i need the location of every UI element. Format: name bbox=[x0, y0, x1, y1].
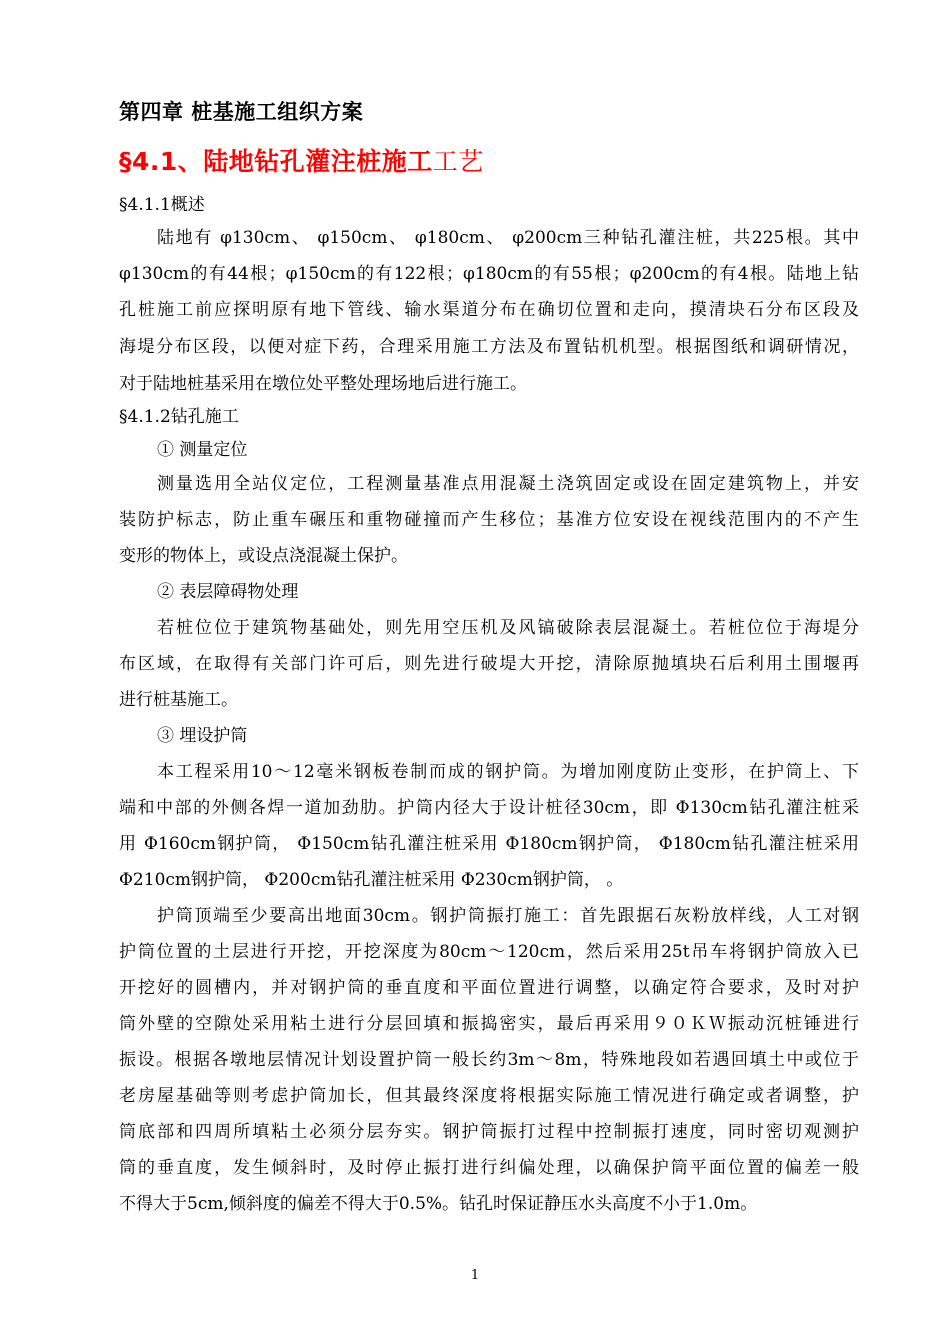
paragraph-line: 本工程采用10～12毫米钢板卷制而成的钢护筒。为增加刚度防止变形，在护筒上、下 bbox=[157, 762, 859, 782]
paragraph-line: Φ210cm钢护筒， Φ200cm钻孔灌注桩采用 Φ230cm钢护筒， 。 bbox=[119, 870, 624, 890]
list-item-heading: ① 测量定位 bbox=[157, 440, 248, 460]
paragraph-line: 振设。根据各墩地层情况计划设置护筒一般长约3m～8m，特殊地段如若遇回填土中或位于 bbox=[119, 1050, 859, 1070]
paragraph-line: 筒外壁的空隙处采用粘土进行分层回填和振捣密实，最后再采用９０ＫＷ振动沉桩锤进行 bbox=[119, 1014, 859, 1034]
chapter-title: 第四章 桩基施工组织方案 bbox=[119, 100, 364, 124]
paragraph-line: 装防护标志，防止重车碾压和重物碰撞而产生移位；基准方位安设在视线范围内的不产生 bbox=[119, 510, 859, 530]
paragraph-line: 开挖好的圆槽内，并对钢护筒的垂直度和平面位置进行调整，以确定符合要求，及时对护 bbox=[119, 978, 859, 998]
paragraph-line: 对于陆地桩基采用在墩位处平整处理场地后进行施工。 bbox=[119, 374, 527, 394]
paragraph-line: 不得大于5cm,倾斜度的偏差不得大于0.5%。钻孔时保证静压水头高度不小于1.0m。 bbox=[119, 1194, 758, 1214]
paragraph-line: 孔桩施工前应探明原有地下管线、输水渠道分布在确切位置和走向，摸清块石分布区段及 bbox=[119, 300, 859, 320]
list-item-heading: ② 表层障碍物处理 bbox=[157, 582, 299, 602]
subsection-heading: §4.1.2钻孔施工 bbox=[119, 407, 239, 427]
paragraph-line: 测量选用全站仪定位，工程测量基准点用混凝土浇筑固定或设在固定建筑物上，并安 bbox=[157, 474, 859, 494]
section-title-light: 工艺 bbox=[432, 147, 484, 176]
paragraph-line: 进行桩基施工。 bbox=[119, 690, 238, 710]
section-title bbox=[119, 142, 484, 178]
paragraph-line: 变形的物体上，或设点浇混凝土保护。 bbox=[119, 546, 408, 566]
paragraph-line: 用 Φ160cm钢护筒， Φ150cm钻孔灌注桩采用 Φ180cm钢护筒， Φ180cm钻孔灌注桩采用 bbox=[119, 834, 859, 854]
paragraph-line: 老房屋基础等则考虑护筒加长，但其最终深度将根据实际施工情况进行确定或者调整，护 bbox=[119, 1086, 859, 1106]
paragraph-line: 护筒顶端至少要高出地面30cm。钢护筒振打施工：首先跟据石灰粉放样线，人工对钢 bbox=[157, 906, 859, 926]
subsection-heading: §4.1.1概述 bbox=[119, 195, 205, 215]
paragraph-line: 端和中部的外侧各焊一道加劲肋。护筒内径大于设计桩径30cm，即 Φ130cm钻孔灌注桩采 bbox=[119, 798, 859, 818]
paragraph-line: 布区域，在取得有关部门许可后，则先进行破堤大开挖，清除原抛填块石后利用土围堰再 bbox=[119, 654, 859, 674]
paragraph-line: 筒的垂直度，发生倾斜时，及时停止振打进行纠偏处理，以确保护筒平面位置的偏差一般 bbox=[119, 1158, 859, 1178]
list-item-heading: ③ 埋设护筒 bbox=[157, 726, 248, 746]
paragraph-line: 若桩位位于建筑物基础处，则先用空压机及风镐破除表层混凝土。若桩位位于海堤分 bbox=[157, 618, 859, 638]
paragraph-line: 筒底部和四周所填粘土必须分层夯实。钢护筒振打过程中控制振打速度，同时密切观测护 bbox=[119, 1122, 859, 1142]
paragraph-line: φ130cm的有44根；φ150cm的有122根；φ180cm的有55根；φ200cm的有4根。陆地上钻 bbox=[119, 264, 859, 284]
paragraph-line: 护筒位置的土层进行开挖，开挖深度为80cm～120cm，然后采用25t吊车将钢护筒放入已 bbox=[119, 942, 859, 962]
paragraph-line: 陆地有 φ130cm、 φ150cm、 φ180cm、 φ200cm三种钻孔灌注桩，共225根。其中 bbox=[157, 228, 859, 248]
page-number: 1 bbox=[470, 1268, 480, 1283]
paragraph-line: 海堤分布区段，以便对症下药，合理采用施工方法及布置钻机机型。根据图纸和调研情况， bbox=[119, 337, 859, 357]
section-title-bold: §4.1、陆地钻孔灌注桩施工 bbox=[119, 147, 433, 176]
